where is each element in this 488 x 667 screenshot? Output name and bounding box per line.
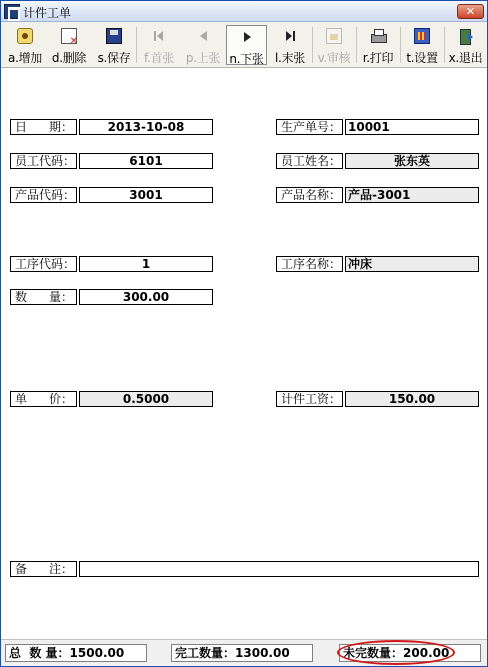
remarks-label-char: 备	[15, 562, 28, 576]
save-button[interactable]	[94, 25, 134, 65]
piece-wage-field: 150.00	[345, 391, 479, 407]
employee-code-field[interactable]: 6101	[79, 153, 213, 169]
quantity-label-char: 数	[15, 290, 28, 304]
audit-button-label: v.审核	[317, 51, 351, 65]
employee-code-label: 员工代码：	[10, 153, 77, 169]
total-quantity-cell	[5, 644, 147, 662]
unit-price-field: 0.5000	[79, 391, 213, 407]
settings-button[interactable]	[402, 25, 442, 65]
title-bar	[1, 1, 487, 22]
audit-icon	[326, 28, 342, 44]
delete-icon	[61, 28, 77, 44]
first-record-button-label: f.首张	[144, 51, 174, 65]
date-label-char: 期：	[48, 120, 73, 134]
audit-button[interactable]	[314, 25, 354, 65]
piece-wage-label: 计件工资：	[276, 391, 343, 407]
quantity-label-char: 量：	[48, 290, 73, 304]
toolbar	[1, 22, 487, 68]
status-bar	[1, 639, 487, 666]
add-button-label: a.增加	[8, 51, 42, 65]
process-code-label: 工序代码：	[10, 256, 77, 272]
print-button-label: r.打印	[362, 51, 394, 65]
process-name-field: 冲床	[345, 256, 479, 272]
date-label	[10, 119, 77, 135]
previous-record-button[interactable]	[183, 25, 223, 65]
total-quantity-value: 1500.00	[69, 646, 125, 660]
unfinished-quantity-label: 未完数量：	[343, 646, 404, 660]
total-quantity-label: 总 数 量：	[9, 646, 70, 660]
exit-button-label: x.退出	[448, 51, 483, 65]
save-button-label: s.保存	[97, 51, 131, 65]
quantity-label	[10, 289, 77, 305]
product-code-field[interactable]: 3001	[79, 187, 213, 203]
settings-icon	[414, 28, 430, 44]
add-button[interactable]	[5, 25, 45, 65]
save-icon	[106, 28, 122, 44]
completed-quantity-value: 1300.00	[235, 646, 290, 660]
toolbar-separator	[136, 27, 137, 63]
first-record-button[interactable]	[139, 25, 179, 65]
process-name-label: 工序名称：	[276, 256, 343, 272]
previous-record-button-label: p.上张	[185, 51, 221, 65]
close-button[interactable]: ✕	[457, 4, 484, 19]
unfinished-quantity-value: 200.00	[403, 646, 450, 660]
completed-quantity-cell	[171, 644, 313, 662]
print-icon	[370, 28, 386, 44]
print-button[interactable]	[358, 25, 398, 65]
exit-icon	[458, 28, 474, 44]
product-name-field: 产品-3001	[345, 187, 479, 203]
quantity-field[interactable]: 300.00	[79, 289, 213, 305]
toolbar-separator	[356, 27, 357, 63]
toolbar-separator	[444, 27, 445, 63]
unit-price-label	[10, 391, 77, 407]
delete-button-label: d.删除	[51, 51, 87, 65]
unfinished-quantity-cell	[339, 644, 481, 662]
app-icon	[4, 4, 20, 19]
unit-price-label-char: 价：	[48, 392, 73, 406]
completed-quantity-label: 完工数量：	[175, 646, 236, 660]
next-record-button[interactable]	[226, 25, 267, 65]
window-title: 计件工单	[23, 6, 72, 20]
toolbar-separator	[400, 27, 401, 63]
settings-button-label: t.设置	[406, 51, 438, 65]
next-record-icon	[239, 29, 255, 45]
unit-price-label-char: 单	[15, 392, 28, 406]
add-icon	[17, 28, 33, 44]
last-record-button-label: l.末张	[275, 51, 305, 65]
date-label-char: 日	[15, 120, 28, 134]
last-record-icon	[282, 28, 298, 44]
previous-record-icon	[195, 28, 211, 44]
product-code-label: 产品代码：	[10, 187, 77, 203]
last-record-button[interactable]	[270, 25, 310, 65]
order-number-label: 生产单号：	[276, 119, 343, 135]
delete-button[interactable]	[49, 25, 89, 65]
date-field[interactable]: 2013-10-08	[79, 119, 213, 135]
remarks-field[interactable]	[79, 561, 479, 577]
product-name-label: 产品名称：	[276, 187, 343, 203]
order-number-field[interactable]: 10001	[345, 119, 479, 135]
remarks-label-char: 注：	[48, 562, 73, 576]
form-area	[1, 69, 487, 639]
first-record-icon	[151, 28, 167, 44]
next-record-button-label: n.下张	[229, 52, 264, 66]
employee-name-field: 张东英	[345, 153, 479, 169]
employee-name-label: 员工姓名：	[276, 153, 343, 169]
process-code-field[interactable]: 1	[79, 256, 213, 272]
exit-button[interactable]	[446, 25, 485, 65]
toolbar-separator	[312, 27, 313, 63]
remarks-label	[10, 561, 77, 577]
